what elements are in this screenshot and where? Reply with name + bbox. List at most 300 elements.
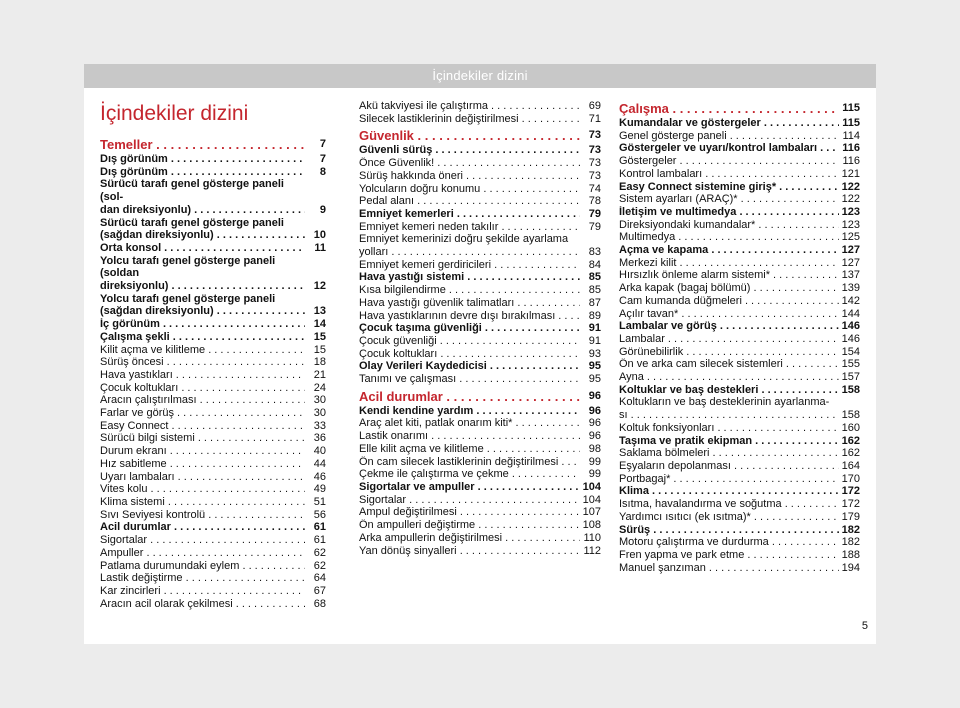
toc-entry-title: Açma ve kapama . . .	[619, 244, 839, 257]
toc-entry-title: Merkezi kilit . . .	[619, 257, 839, 270]
toc-entry-title: Hava yastıkları . . .	[100, 369, 305, 382]
toc-entry-page: 123	[841, 218, 860, 231]
toc-entry[interactable]	[100, 280, 326, 293]
toc-entry[interactable]	[359, 271, 601, 284]
toc-entry-page: 115	[842, 102, 860, 114]
toc-entry[interactable]	[619, 422, 860, 435]
toc-entry-page: 99	[588, 455, 601, 468]
toc-entry-title: Lambalar ve görüş . . .	[619, 320, 839, 333]
toc-entry[interactable]	[359, 157, 601, 170]
toc-entry-page: 9	[319, 203, 326, 216]
toc-entry-page: 33	[313, 419, 326, 432]
toc-entry-page: 78	[588, 195, 601, 208]
toc-entry-title: Emniyet kemerinizi doğru şekilde ayarlama	[359, 233, 569, 246]
header-title: İçindekiler dizini	[432, 68, 528, 83]
toc-entry-title: Klima . . .	[619, 485, 839, 498]
toc-entry-title: Lastik onarımı . . .	[359, 430, 580, 443]
toc-entry-title: Temeller . . .	[100, 136, 305, 153]
toc-entry-page: 96	[588, 417, 601, 430]
toc-entry-page: 146	[841, 320, 860, 333]
toc-entry[interactable]	[619, 117, 860, 130]
toc-entry-page: 107	[582, 506, 601, 519]
toc-entry[interactable]	[359, 113, 601, 126]
toc-entry-title: Hava yastıklarının devre dışı bırakılması . . .	[359, 310, 580, 323]
toc-entry[interactable]	[619, 130, 860, 143]
toc-entry-title: Sigortalar ve ampuller . . .	[359, 481, 580, 494]
toc-entry[interactable]	[619, 511, 860, 524]
toc-entry[interactable]	[359, 519, 601, 532]
toc-entry-page: 139	[841, 282, 860, 295]
toc-entry-title: dan direksiyonlu) . . .	[100, 204, 305, 217]
toc-entry-page: 30	[313, 394, 326, 407]
toc-entry[interactable]	[359, 456, 601, 469]
toc-entry-page: 144	[841, 307, 860, 320]
page-title: İçindekiler dizini	[100, 102, 249, 125]
toc-entry-title: Yan dönüş sinyalleri . . .	[359, 545, 580, 558]
toc-entry-page: 158	[841, 383, 860, 396]
toc-entry-title: (sağdan direksiyonlu) . . .	[100, 229, 305, 242]
toc-entry[interactable]	[359, 322, 601, 335]
toc-entry-page: 96	[588, 430, 601, 443]
toc-entry[interactable]	[100, 382, 326, 395]
toc-entry[interactable]	[100, 598, 326, 611]
toc-entry[interactable]	[619, 155, 860, 168]
toc-entry-title: Çekme ile çalıştırma ve çekme . . .	[359, 468, 580, 481]
toc-entry[interactable]	[359, 297, 601, 310]
toc-entry[interactable]	[100, 293, 326, 306]
toc-entry-title: Patlama durumundaki eylem . . .	[100, 560, 305, 573]
toc-entry-page: 157	[841, 371, 860, 384]
toc-entry-title: Portbagaj* . . .	[619, 473, 839, 486]
toc-entry-title: Güvenlik . . .	[359, 127, 580, 144]
toc-entry-title: Dış görünüm . . .	[100, 153, 305, 166]
toc-entry-title: İletişim ve multimedya . . .	[619, 206, 839, 219]
toc-entry-page: 46	[313, 470, 326, 483]
toc-entry-title: Kısa bilgilendirme . . .	[359, 284, 580, 297]
toc-entry-title: Arka kapak (bagaj bölümü) . . .	[619, 282, 839, 295]
toc-entry-title: Tanımı ve çalışması . . .	[359, 373, 580, 386]
toc-entry[interactable]	[619, 219, 860, 232]
toc-entry-page: 85	[588, 284, 601, 297]
toc-entry-title: Sürücü tarafı genel gösterge paneli	[100, 216, 284, 229]
toc-entry[interactable]	[359, 388, 601, 405]
toc-entry[interactable]	[100, 458, 326, 471]
toc-entry[interactable]	[100, 432, 326, 445]
toc-entry-title: Ampul değiştirilmesi . . .	[359, 506, 580, 519]
toc-entry-page: 194	[841, 561, 860, 574]
toc-entry[interactable]	[619, 549, 860, 562]
toc-entry-title: Göstergeler . . .	[619, 155, 839, 168]
toc-entry[interactable]	[619, 100, 860, 117]
toc-entry[interactable]	[619, 358, 860, 371]
toc-entry[interactable]	[359, 246, 601, 259]
toc-entry-page: 30	[313, 407, 326, 420]
toc-entry-page: 93	[588, 347, 601, 360]
toc-entry-page: 96	[588, 404, 601, 417]
toc-entry-title: Göstergeler ve uyarı/kontrol lambaları . . .	[619, 142, 839, 155]
toc-entry[interactable]	[359, 233, 601, 246]
toc-entry[interactable]	[619, 181, 860, 194]
toc-entry-page: 10	[313, 229, 326, 242]
toc-entry-page: 155	[841, 358, 860, 371]
toc-entry-page: 142	[841, 294, 860, 307]
toc-entry-page: 99	[588, 468, 601, 481]
toc-entry-title: Arka ampullerin değiştirilmesi . . .	[359, 532, 580, 545]
toc-entry-page: 79	[588, 207, 601, 220]
toc-entry[interactable]	[100, 445, 326, 458]
toc-column-1	[100, 100, 326, 610]
toc-entry-page: 110	[583, 531, 601, 544]
toc-entry[interactable]	[619, 231, 860, 244]
toc-entry-title: Sürüş öncesi . . .	[100, 356, 305, 369]
toc-entry-title: Emniyet kemeri gerdiricileri . . .	[359, 259, 580, 272]
toc-entry-title: Sürüş . . .	[619, 524, 839, 537]
toc-entry[interactable]	[100, 572, 326, 585]
toc-entry-page: 98	[588, 442, 601, 455]
toc-entry-title: Multimedya . . .	[619, 231, 839, 244]
toc-entry[interactable]	[359, 506, 601, 519]
toc-entry-title: Kendi kendine yardım . . .	[359, 405, 580, 418]
toc-entry-title: Hız sabitleme . . .	[100, 458, 305, 471]
toc-entry[interactable]	[359, 100, 601, 113]
toc-entry[interactable]	[619, 142, 860, 155]
toc-entry[interactable]	[100, 166, 326, 179]
toc-entry[interactable]	[100, 560, 326, 573]
toc-entry[interactable]	[359, 310, 601, 323]
toc-entry-page: 83	[588, 246, 601, 259]
toc-entry-title: Fren yapma ve park etme . . .	[619, 549, 839, 562]
toc-entry-page: 122	[841, 180, 860, 193]
toc-entry-page: 40	[313, 445, 326, 458]
toc-entry-page: 73	[588, 144, 601, 157]
toc-entry-title: Durum ekranı . . .	[100, 445, 305, 458]
toc-entry-page: 14	[313, 318, 326, 331]
toc-entry-page: 154	[841, 345, 860, 358]
toc-entry[interactable]	[359, 494, 601, 507]
toc-entry[interactable]	[359, 259, 601, 272]
toc-entry[interactable]	[100, 547, 326, 560]
toc-entry-page: 11	[314, 241, 326, 254]
toc-entry-title: Araç alet kiti, patlak onarım kiti* . . .	[359, 417, 580, 430]
toc-entry-title: Koltukların ve baş desteklerinin ayarlanma-	[619, 396, 830, 409]
toc-entry-title: Çocuk koltukları . . .	[359, 348, 580, 361]
toc-entry[interactable]	[619, 320, 860, 333]
toc-entry-title: Kar zincirleri . . .	[100, 585, 305, 598]
toc-entry[interactable]	[619, 333, 860, 346]
toc-entry-title: Uyarı lambaları . . .	[100, 471, 305, 484]
toc-entry-page: 172	[841, 498, 860, 511]
toc-entry[interactable]	[619, 524, 860, 537]
toc-entry-title: Sıvı Seviyesi kontrolü . . .	[100, 509, 305, 522]
toc-list	[619, 100, 860, 574]
toc-entry[interactable]	[100, 217, 326, 230]
toc-entry[interactable]	[619, 384, 860, 397]
toc-entry-page: 61	[313, 521, 326, 534]
toc-entry-page: 170	[841, 472, 860, 485]
toc-entry[interactable]	[359, 481, 601, 494]
toc-entry[interactable]	[100, 356, 326, 369]
toc-entry[interactable]	[100, 204, 326, 217]
toc-entry[interactable]	[100, 242, 326, 255]
toc-entry[interactable]	[619, 562, 860, 575]
toc-entry-title: Genel gösterge paneli . . .	[619, 130, 839, 143]
toc-entry[interactable]	[619, 485, 860, 498]
toc-entry-page: 44	[313, 457, 326, 470]
toc-entry-title: Emniyet kemerleri . . .	[359, 208, 580, 221]
toc-entry[interactable]	[100, 471, 326, 484]
toc-entry-page: 8	[319, 165, 326, 178]
toc-entry-page: 112	[583, 544, 601, 557]
toc-entry-page: 127	[841, 244, 860, 257]
toc-entry-title: Isıtma, havalandırma ve soğutma . . .	[619, 498, 839, 511]
toc-entry-title: Hava yastığı güvenlik talimatları . . .	[359, 297, 580, 310]
toc-entry-page: 84	[588, 258, 601, 271]
toc-entry-page: 64	[313, 572, 326, 585]
toc-entry-page: 162	[841, 434, 860, 447]
toc-entry-page: 36	[313, 432, 326, 445]
toc-entry-title: Easy Connect sistemine giriş* . . .	[619, 181, 839, 194]
toc-entry-page: 158	[841, 409, 860, 422]
toc-entry-page: 62	[313, 559, 326, 572]
toc-entry-page: 121	[841, 167, 860, 180]
toc-entry[interactable]	[359, 443, 601, 456]
toc-entry-page: 7	[319, 153, 326, 165]
toc-entry-page: 182	[841, 536, 860, 549]
toc-entry[interactable]	[359, 417, 601, 430]
toc-entry[interactable]	[100, 534, 326, 547]
toc-entry[interactable]	[619, 409, 860, 422]
toc-entry-page: 123	[841, 205, 860, 218]
toc-entry-title: Kilit açma ve kilitleme . . .	[100, 344, 305, 357]
toc-entry-title: Çocuk güvenliği . . .	[359, 335, 580, 348]
toc-entry[interactable]	[619, 536, 860, 549]
toc-entry[interactable]	[100, 585, 326, 598]
toc-entry[interactable]	[100, 394, 326, 407]
toc-entry[interactable]	[100, 331, 326, 344]
toc-entry[interactable]	[100, 369, 326, 382]
toc-entry-title: Kontrol lambaları . . .	[619, 168, 839, 181]
toc-entry-title: (sağdan direksiyonlu) . . .	[100, 305, 305, 318]
toc-entry-title: Elle kilit açma ve kilitleme . . .	[359, 443, 580, 456]
toc-entry-page: 95	[588, 360, 601, 373]
toc-entry-page: 179	[841, 510, 860, 523]
toc-entry-title: Kumandalar ve göstergeler . . .	[619, 117, 839, 130]
toc-entry-title: Hırsızlık önleme alarm sistemi* . . .	[619, 269, 839, 282]
toc-entry[interactable]	[619, 460, 860, 473]
toc-entry[interactable]	[100, 496, 326, 509]
header-bar	[84, 64, 876, 88]
toc-entry[interactable]	[359, 430, 601, 443]
toc-entry-page: 96	[588, 389, 601, 402]
toc-entry[interactable]	[359, 195, 601, 208]
toc-entry-title: Vites kolu . . .	[100, 483, 305, 496]
toc-list	[359, 100, 601, 557]
toc-entry[interactable]	[100, 483, 326, 496]
toc-column-2	[359, 100, 601, 557]
toc-entry-title: Lambalar . . .	[619, 333, 839, 346]
toc-entry-title: Akü takviyesi ile çalıştırma . . .	[359, 100, 580, 113]
toc-entry[interactable]	[619, 396, 860, 409]
toc-entry-page: 89	[588, 309, 601, 322]
toc-entry-page: 127	[841, 256, 860, 269]
toc-entry[interactable]	[619, 168, 860, 181]
toc-entry-page: 79	[588, 220, 601, 233]
toc-entry-title: Ampuller . . .	[100, 547, 305, 560]
toc-entry[interactable]	[359, 284, 601, 297]
toc-entry[interactable]	[359, 144, 601, 157]
toc-entry[interactable]	[100, 153, 326, 166]
toc-entry-title: Klima sistemi . . .	[100, 496, 305, 509]
toc-entry[interactable]	[100, 521, 326, 534]
toc-entry-page: 68	[313, 597, 326, 610]
toc-entry-title: Önce Güvenlik! . . .	[359, 157, 580, 170]
toc-entry-title: Ön ve arka cam silecek sistemleri . . .	[619, 358, 839, 371]
toc-entry-title: Ön cam silecek lastiklerinin değiştirilmesi . . .	[359, 456, 580, 469]
toc-entry-title: Ayna . . .	[619, 371, 839, 384]
toc-entry[interactable]	[359, 373, 601, 386]
toc-entry-page: 104	[582, 480, 601, 493]
toc-entry-title: Direksiyondaki kumandalar* . . .	[619, 219, 839, 232]
toc-entry-page: 182	[841, 523, 860, 536]
toc-entry-page: 15	[313, 343, 326, 356]
toc-entry[interactable]	[619, 244, 860, 257]
toc-entry[interactable]	[359, 221, 601, 234]
toc-entry-title: Ön ampulleri değiştirme . . .	[359, 519, 580, 532]
toc-entry-page: 108	[582, 519, 601, 532]
toc-entry-title: Görünebilirlik . . .	[619, 346, 839, 359]
toc-entry[interactable]	[619, 206, 860, 219]
toc-entry[interactable]	[359, 360, 601, 373]
toc-entry-page: 104	[582, 493, 601, 506]
toc-entry-title: sı . . .	[619, 409, 839, 422]
toc-entry-title: Koltuklar ve baş destekleri . . .	[619, 384, 839, 397]
toc-entry[interactable]	[619, 371, 860, 384]
toc-entry[interactable]	[619, 346, 860, 359]
toc-entry[interactable]	[100, 305, 326, 318]
document-page	[84, 64, 876, 644]
toc-entry-title: Dış görünüm . . .	[100, 166, 305, 179]
toc-entry-title: Güvenli sürüş . . .	[359, 144, 580, 157]
toc-entry[interactable]	[100, 229, 326, 242]
toc-entry-title: Eşyaların depolanması . . .	[619, 460, 839, 473]
toc-entry[interactable]	[619, 282, 860, 295]
toc-entry[interactable]	[619, 295, 860, 308]
toc-entry[interactable]	[100, 344, 326, 357]
toc-entry-title: Aracın çalıştırılması . . .	[100, 394, 305, 407]
toc-entry[interactable]	[100, 136, 326, 153]
toc-entry-title: Sigortalar . . .	[100, 534, 305, 547]
toc-entry-page: 95	[588, 373, 601, 386]
toc-entry-title: yolları . . .	[359, 246, 580, 259]
toc-entry[interactable]	[359, 405, 601, 418]
toc-entry-page: 71	[588, 112, 601, 125]
toc-entry-page: 114	[842, 129, 860, 142]
toc-entry[interactable]	[100, 255, 326, 280]
toc-entry-page: 73	[588, 169, 601, 182]
toc-entry-title: Saklama bölmeleri . . .	[619, 447, 839, 460]
toc-entry-page: 69	[588, 100, 601, 112]
toc-entry-title: Easy Connect . . .	[100, 420, 305, 433]
toc-entry-title: Cam kumanda düğmeleri . . .	[619, 295, 839, 308]
toc-entry-page: 73	[588, 157, 601, 170]
toc-entry-title: Aracın acil olarak çekilmesi . . .	[100, 598, 305, 611]
toc-entry-page: 12	[313, 280, 326, 293]
toc-entry-page: 24	[313, 381, 326, 394]
toc-entry-title: Koltuk fonksiyonları . . .	[619, 422, 839, 435]
toc-entry-title: Pedal alanı . . .	[359, 195, 580, 208]
toc-entry-page: 91	[588, 334, 601, 347]
toc-entry-page: 116	[842, 155, 860, 168]
toc-entry-title: Olay Verileri Kaydedicisi . . .	[359, 360, 580, 373]
toc-entry-title: Çalışma şekli . . .	[100, 331, 305, 344]
toc-entry[interactable]	[359, 545, 601, 558]
toc-entry-title: Farlar ve görüş . . .	[100, 407, 305, 420]
toc-entry-page: 125	[841, 231, 860, 244]
toc-entry[interactable]	[619, 498, 860, 511]
toc-entry[interactable]	[359, 335, 601, 348]
toc-entry[interactable]	[359, 183, 601, 196]
toc-entry[interactable]	[619, 269, 860, 282]
toc-column-3	[619, 100, 860, 574]
toc-entry[interactable]	[359, 348, 601, 361]
toc-entry-page: 122	[841, 193, 860, 206]
toc-entry-page: 49	[313, 483, 326, 496]
toc-entry-page: 67	[313, 584, 326, 597]
toc-entry-title: Motoru çalıştırma ve durdurma . . .	[619, 536, 839, 549]
toc-entry-page: 87	[588, 296, 601, 309]
toc-entry[interactable]	[619, 473, 860, 486]
toc-entry[interactable]	[100, 178, 326, 203]
toc-entry-page: 21	[313, 368, 326, 381]
toc-entry-page: 160	[841, 421, 860, 434]
toc-entry[interactable]	[359, 170, 601, 183]
toc-entry-page: 188	[841, 548, 860, 561]
toc-entry-title: Emniyet kemeri neden takılır . . .	[359, 221, 580, 234]
toc-entry-page: 51	[313, 495, 326, 508]
toc-entry-title: Silecek lastiklerinin değiştirilmesi . . .	[359, 113, 580, 126]
toc-entry[interactable]	[619, 193, 860, 206]
toc-entry[interactable]	[619, 435, 860, 448]
toc-entry-title: Taşıma ve pratik ekipman . . .	[619, 435, 839, 448]
toc-entry[interactable]	[100, 420, 326, 433]
toc-entry-page: 85	[588, 271, 601, 284]
toc-entry-title: Yolcu tarafı genel gösterge paneli (soldan	[100, 254, 276, 280]
toc-entry-title: Çocuk koltukları . . .	[100, 382, 305, 395]
toc-entry[interactable]	[100, 509, 326, 522]
toc-entry[interactable]	[359, 532, 601, 545]
toc-entry[interactable]	[359, 468, 601, 481]
toc-entry-title: Manuel şanzıman . . .	[619, 562, 839, 575]
toc-entry-title: Sistem ayarları (ARAÇ)* . . .	[619, 193, 839, 206]
toc-entry[interactable]	[359, 208, 601, 221]
toc-entry[interactable]	[359, 127, 601, 144]
toc-entry-page: 91	[588, 322, 601, 335]
toc-entry[interactable]	[619, 257, 860, 270]
toc-entry-page: 18	[313, 356, 326, 369]
toc-entry-title: Sigortalar . . .	[359, 494, 580, 507]
toc-entry-page: 61	[313, 534, 326, 547]
toc-entry[interactable]	[619, 308, 860, 321]
toc-entry-page: 74	[588, 182, 601, 195]
toc-entry-title: Çocuk taşıma güvenliği . . .	[359, 322, 580, 335]
toc-entry[interactable]	[100, 318, 326, 331]
toc-entry-title: Acil durumlar . . .	[100, 521, 305, 534]
toc-entry-title: Çalışma . . .	[619, 100, 839, 117]
toc-entry-title: Sürüş hakkında öneri . . .	[359, 170, 580, 183]
toc-entry-page: 7	[319, 138, 326, 150]
toc-entry[interactable]	[100, 407, 326, 420]
toc-entry[interactable]	[619, 447, 860, 460]
